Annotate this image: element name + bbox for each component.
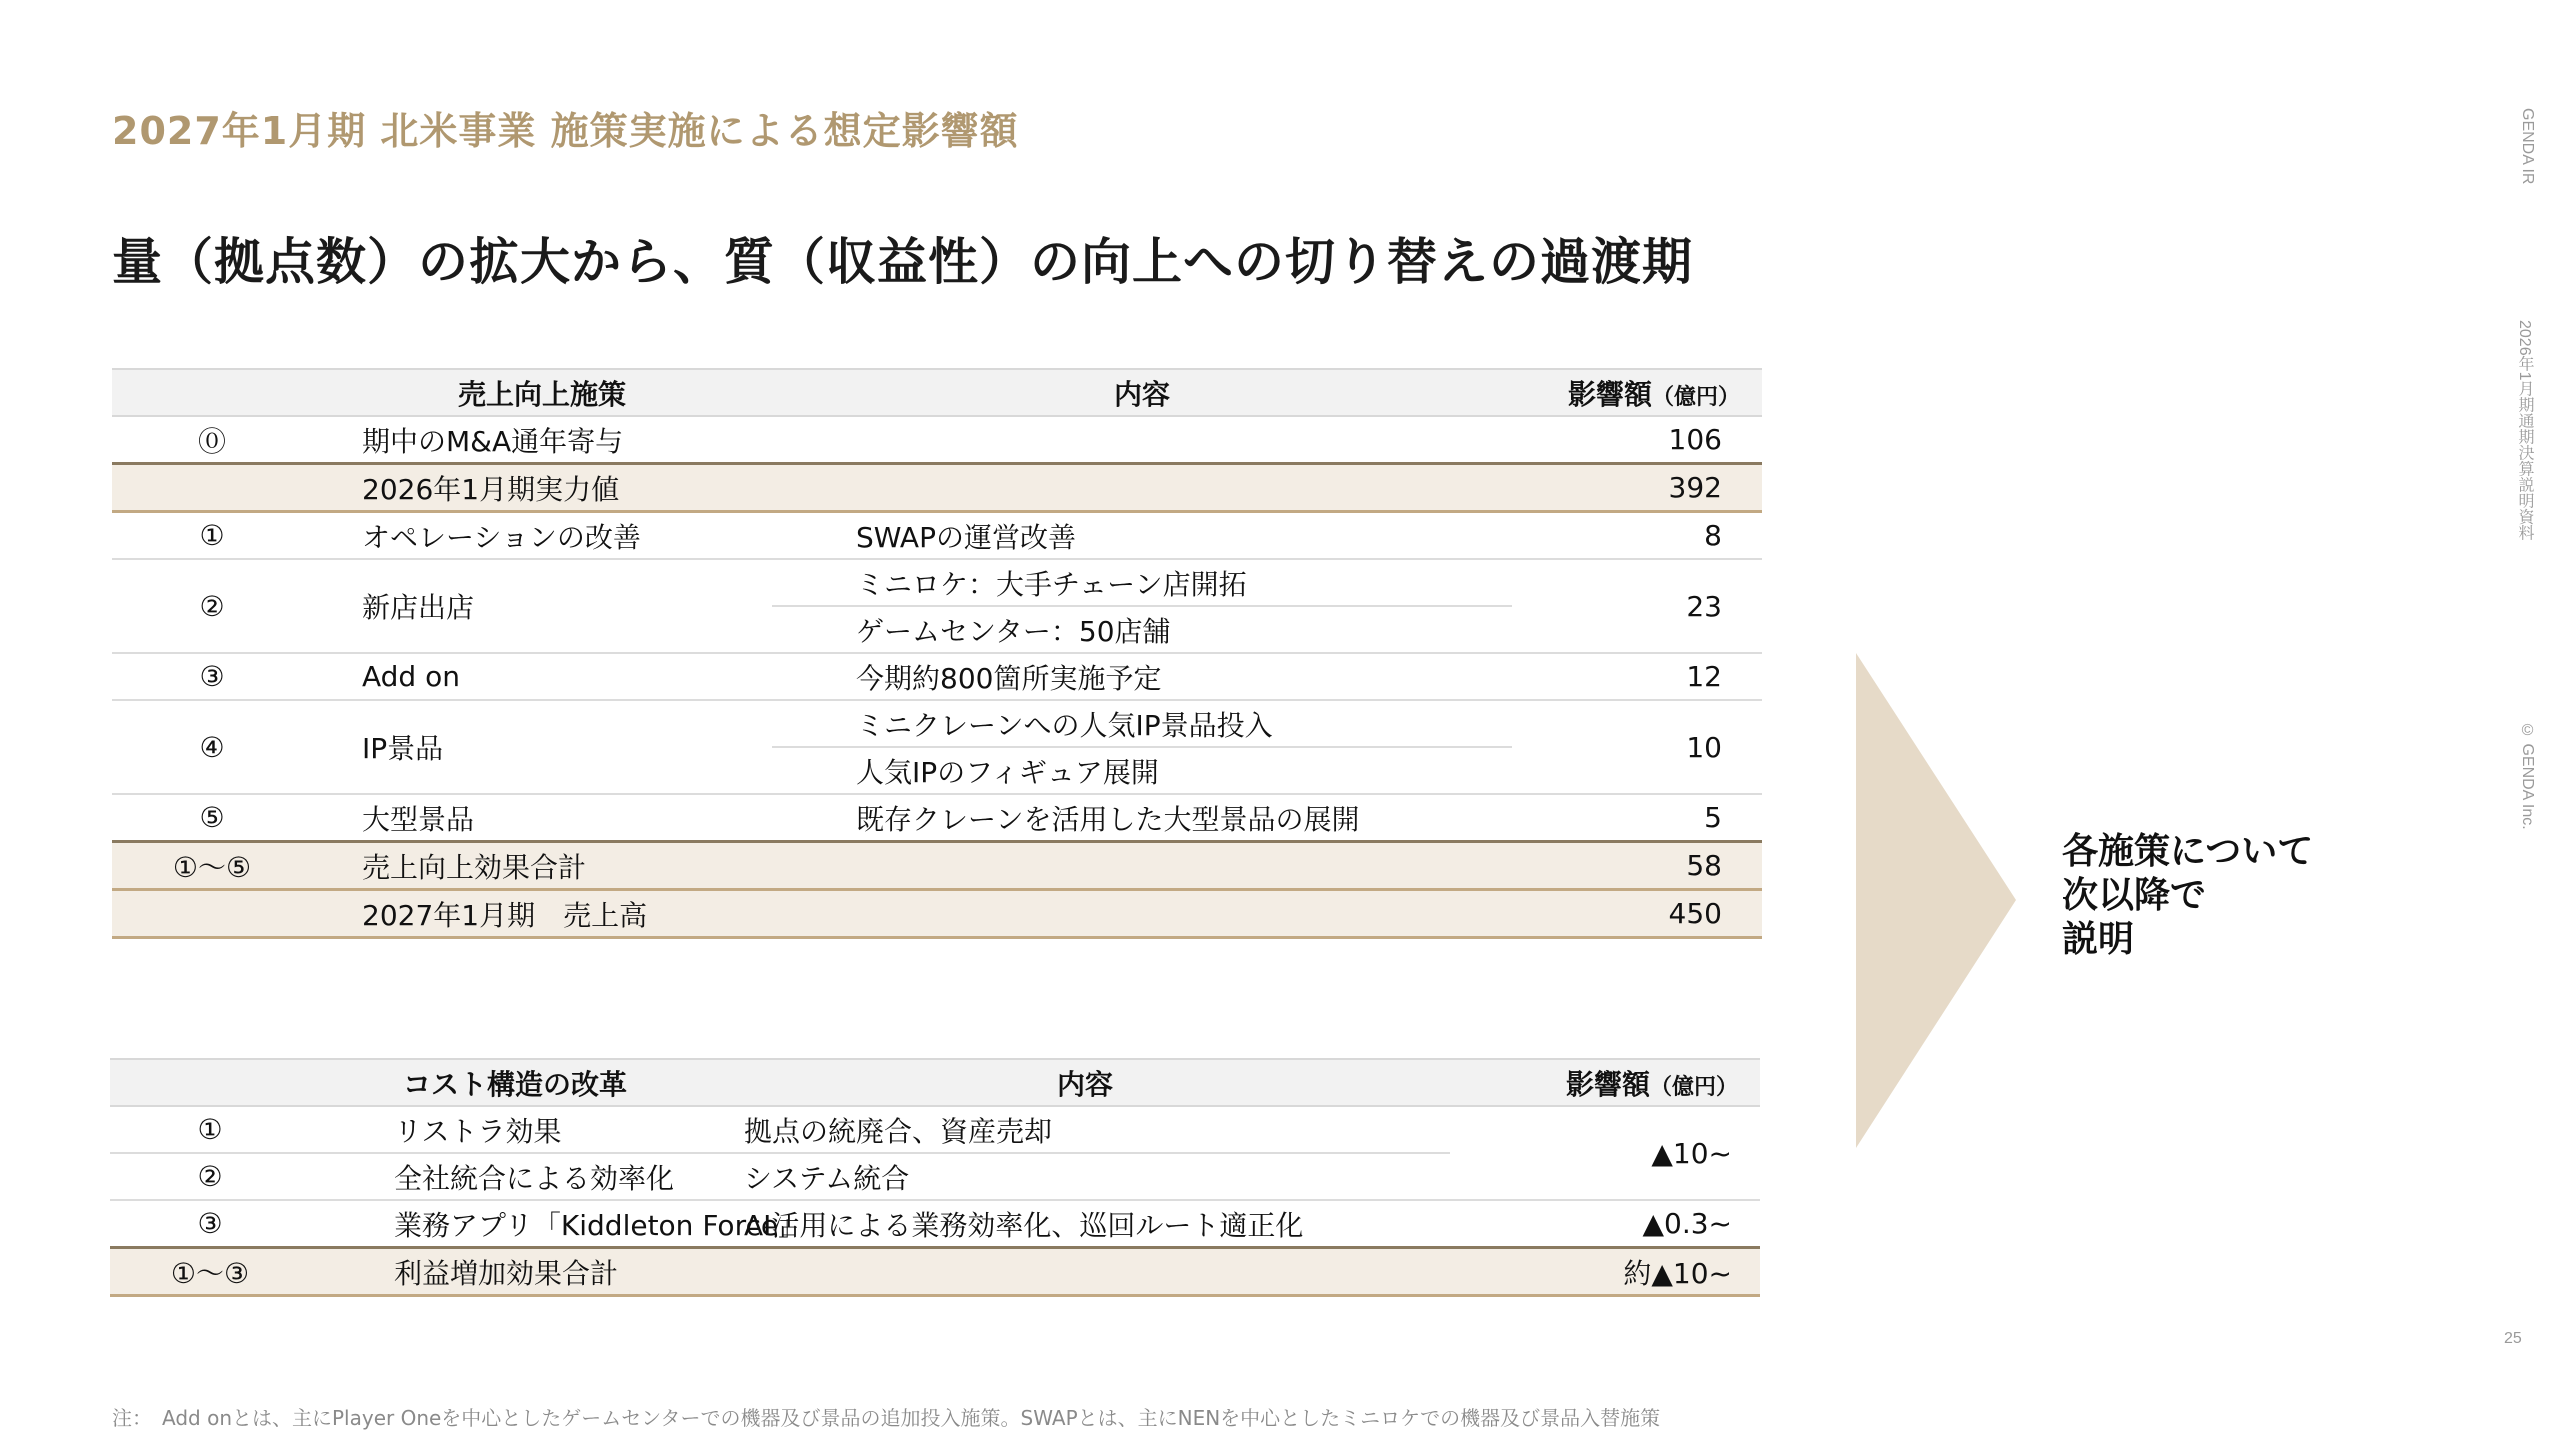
row-measure: 期中のM&A通年寄与 [312, 416, 772, 464]
row-value: 約▲10~ [1450, 1248, 1760, 1296]
row-value: 10 [1512, 700, 1762, 794]
row-value: 8 [1512, 512, 1762, 560]
row-content: AI活用による業務効率化、巡回ルート適正化 [720, 1200, 1450, 1248]
page-number: 25 [2504, 1330, 2522, 1347]
row-measure: 2027年1月期 売上高 [312, 890, 772, 938]
row-value: 58 [1512, 842, 1762, 890]
row-number [112, 890, 312, 938]
row-content [772, 842, 1512, 890]
header-content: 内容 [720, 1059, 1450, 1106]
row-number: ② [110, 1153, 310, 1200]
row-number: ①～③ [110, 1248, 310, 1296]
row-content: 拠点の統廃合、資産売却 [720, 1106, 1450, 1153]
row-number: ③ [110, 1200, 310, 1248]
header-impact: 影響額（億円） [1512, 369, 1762, 416]
row-content [772, 890, 1512, 938]
header-measure: 売上向上施策 [312, 369, 772, 416]
row-value: ▲10~ [1450, 1106, 1760, 1200]
row-measure: 全社統合による効率化 [310, 1153, 720, 1200]
chevron-right-icon [1856, 653, 2016, 1148]
header-num [110, 1059, 310, 1106]
table-row-highlight [112, 464, 1762, 512]
header-content: 内容 [772, 369, 1512, 416]
row-content: 今期約800箇所実施予定 [772, 653, 1512, 700]
row-number: ⑤ [112, 794, 312, 842]
row-measure: 2026年1月期実力値 [312, 464, 772, 512]
table-row-total [112, 890, 1762, 938]
table-header-row [112, 369, 1762, 416]
row-content: システム統合 [720, 1153, 1450, 1200]
page-headline: 量（拠点数）の拡大から、質（収益性）の向上への切り替えの過渡期 [112, 233, 1693, 291]
row-measure: IP景品 [312, 700, 772, 794]
table-row-total [112, 842, 1762, 890]
row-content: ミニクレーンへの人気IP景品投入 [772, 700, 1512, 747]
header-impact: 影響額（億円） [1450, 1059, 1760, 1106]
row-content: 既存クレーンを活用した大型景品の展開 [772, 794, 1512, 842]
table-row [112, 700, 1762, 747]
callout-line: 説明 [2062, 919, 2135, 960]
row-value: 392 [1512, 464, 1762, 512]
copyright-label: © GENDA Inc. [2519, 722, 2536, 830]
row-measure: 新店出店 [312, 559, 772, 653]
footnote: 注： Add onとは、主にPlayer Oneを中心としたゲームセンターでの機器及び景品の追加投入施策。SWAPとは、主にNENを中心としたミニロケでの機器及び景品入替施策 [112, 1406, 1661, 1430]
table-header-row [110, 1059, 1760, 1106]
row-number: ① [110, 1106, 310, 1153]
row-measure: 大型景品 [312, 794, 772, 842]
row-number: ② [112, 559, 312, 653]
header-num [112, 369, 312, 416]
table-row [112, 416, 1762, 464]
row-measure: 利益増加効果合計 [310, 1248, 720, 1296]
row-number: ① [112, 512, 312, 560]
row-number: ③ [112, 653, 312, 700]
row-value: 106 [1512, 416, 1762, 464]
header-measure: コスト構造の改革 [310, 1059, 720, 1106]
row-content: 人気IPのフィギュア展開 [772, 747, 1512, 794]
table-row [110, 1200, 1760, 1248]
cost-reform-table [110, 1058, 1760, 1297]
row-value: 23 [1512, 559, 1762, 653]
row-content [720, 1248, 1450, 1296]
row-content [772, 464, 1512, 512]
callout-line: 各施策について [2062, 831, 2314, 872]
row-content: ゲームセンター：50店舗 [772, 606, 1512, 653]
callout-line: 次以降で [2062, 875, 2207, 916]
table-row [112, 794, 1762, 842]
row-content: ミニロケ：大手チェーン店開拓 [772, 559, 1512, 606]
table-row [112, 559, 1762, 606]
row-value: 5 [1512, 794, 1762, 842]
row-content: SWAPの運営改善 [772, 512, 1512, 560]
table-row [110, 1106, 1760, 1153]
row-measure: 業務アプリ「Kiddleton Force」 [310, 1200, 720, 1248]
brand-label: GENDA IR [2519, 108, 2536, 185]
row-number: ④ [112, 700, 312, 794]
sales-measures-table [112, 368, 1762, 939]
row-measure: オペレーションの改善 [312, 512, 772, 560]
table-row [112, 653, 1762, 700]
row-number: ①～⑤ [112, 842, 312, 890]
row-measure: リストラ効果 [310, 1106, 720, 1153]
row-number [112, 464, 312, 512]
row-number: ⓪ [112, 416, 312, 464]
table-row-total [110, 1248, 1760, 1296]
row-value: 12 [1512, 653, 1762, 700]
table-row [112, 512, 1762, 560]
document-label: 2026年1月期通期決算説明資料 [2516, 320, 2533, 541]
row-measure: Add on [312, 653, 772, 700]
arrow-callout [2062, 830, 2313, 962]
row-measure: 売上向上効果合計 [312, 842, 772, 890]
row-value: ▲0.3~ [1450, 1200, 1760, 1248]
row-content [772, 416, 1512, 464]
row-value: 450 [1512, 890, 1762, 938]
page-subtitle: 2027年1月期 北米事業 施策実施による想定影響額 [112, 109, 1019, 153]
